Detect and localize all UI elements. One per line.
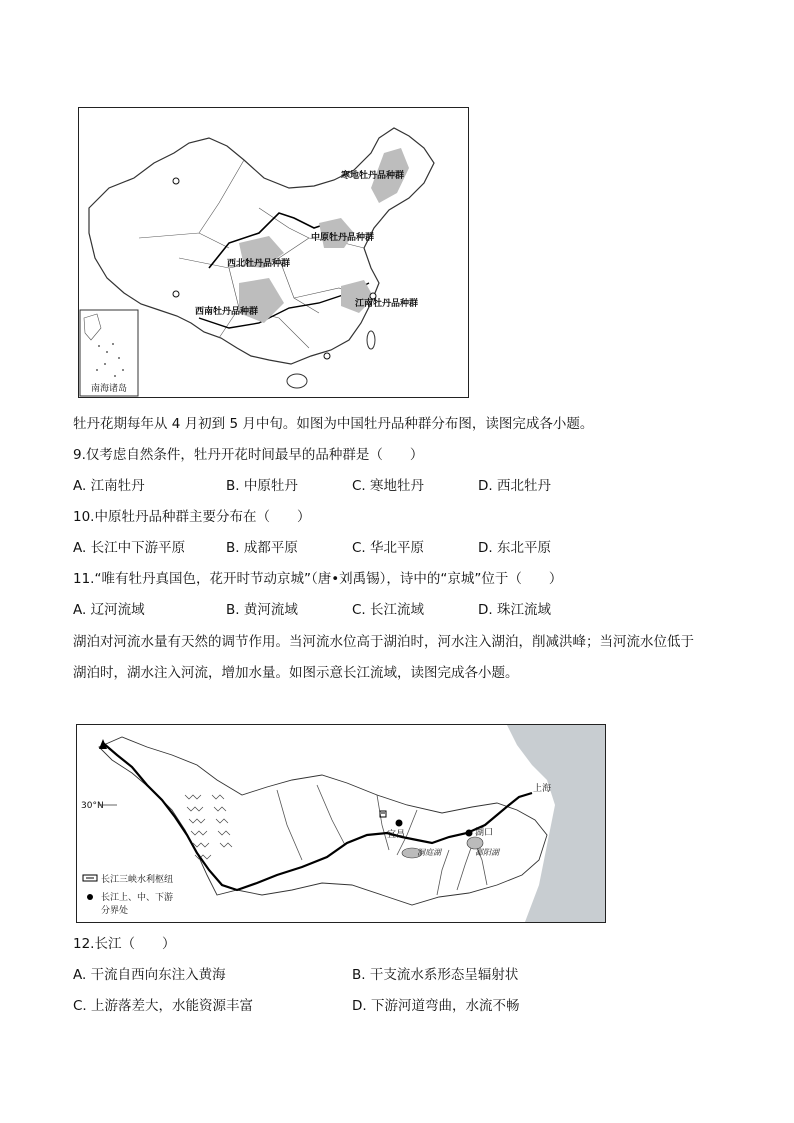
yichang-label: 宜昌 (387, 830, 406, 840)
latitude-label: 30°N (81, 801, 104, 811)
map-legend (83, 873, 173, 916)
question-11-option-c[interactable]: C. 长江流域 (352, 602, 425, 618)
question-11-option-d[interactable]: D. 珠江流域 (478, 602, 551, 618)
question-12-option-c[interactable]: C. 上游落差大，水能资源丰富 (73, 998, 254, 1014)
question-10-stem: 10.中原牡丹品种群主要分布在（ ） (73, 509, 311, 525)
hukou-point (466, 830, 473, 837)
intro-paragraph-2-line-2: 湖泊时，湖水注入河流，增加水量。如图示意长江流域，读图完成各小题。 (73, 665, 519, 681)
label-zhongyuan: 中原牡丹品种群 (311, 233, 375, 243)
question-11-option-a[interactable]: A. 辽河流域 (73, 602, 145, 618)
label-xibei: 西北牡丹品种群 (227, 259, 291, 269)
dongting-label: 洞庭湖 (417, 848, 441, 857)
label-hanzhi: 寒地牡丹品种群 (341, 171, 405, 181)
label-jiangnan: 江南牡丹品种群 (355, 299, 419, 309)
legend-dam-text: 长江三峡水利枢纽 (101, 875, 174, 885)
question-9-option-d[interactable]: D. 西北牡丹 (478, 478, 551, 494)
legend-boundary-line-1: 长江上、中、下游 (101, 893, 174, 903)
yichang-point (396, 820, 403, 827)
intro-paragraph-2-line-1: 湖泊对河流水量有天然的调节作用。当河流水位高于湖泊时，河水注入湖泊，削减洪峰；当河流水位低于 (73, 634, 694, 650)
question-9-option-c[interactable]: C. 寒地牡丹 (352, 478, 425, 494)
question-12-option-a[interactable]: A. 干流自西向东注入黄海 (73, 967, 226, 983)
poyang-label: 鄱阳湖 (475, 848, 499, 857)
question-9-option-a[interactable]: A. 江南牡丹 (73, 478, 145, 494)
hukou-label: 湖口 (475, 828, 494, 838)
boundary-legend-icon (87, 894, 93, 900)
question-12-option-b[interactable]: B. 干支流水系形态呈辐射状 (352, 967, 519, 983)
question-9-option-b[interactable]: B. 中原牡丹 (226, 478, 298, 494)
question-10-option-c[interactable]: C. 华北平原 (352, 540, 425, 556)
question-12-option-d[interactable]: D. 下游河道弯曲，水流不畅 (352, 998, 520, 1014)
intro-paragraph-1: 牡丹花期每年从 4 月初到 5 月中旬。如图为中国牡丹品种群分布图，读图完成各小题。 (73, 416, 594, 432)
question-10-option-b[interactable]: B. 成都平原 (226, 540, 298, 556)
question-9-stem: 9.仅考虑自然条件，牡丹开花时间最早的品种群是（ ） (73, 447, 424, 463)
label-xinan: 西南牡丹品种群 (195, 307, 259, 317)
inset-label: 南海诸岛 (91, 384, 128, 394)
yangtze-basin-map (76, 724, 606, 923)
question-11-stem: 11.“唯有牡丹真国色，花开时节动京城”（唐•刘禹锡），诗中的“京城”位于（ ） (73, 571, 563, 587)
peony-distribution-map (78, 107, 469, 398)
shanghai-label: 上海 (533, 784, 552, 794)
legend-boundary-line-2: 分界处 (101, 906, 129, 916)
question-11-option-b[interactable]: B. 黄河流域 (226, 602, 298, 618)
question-12-stem: 12.长江（ ） (73, 936, 176, 952)
question-10-option-d[interactable]: D. 东北平原 (478, 540, 551, 556)
question-10-option-a[interactable]: A. 长江中下游平原 (73, 540, 186, 556)
